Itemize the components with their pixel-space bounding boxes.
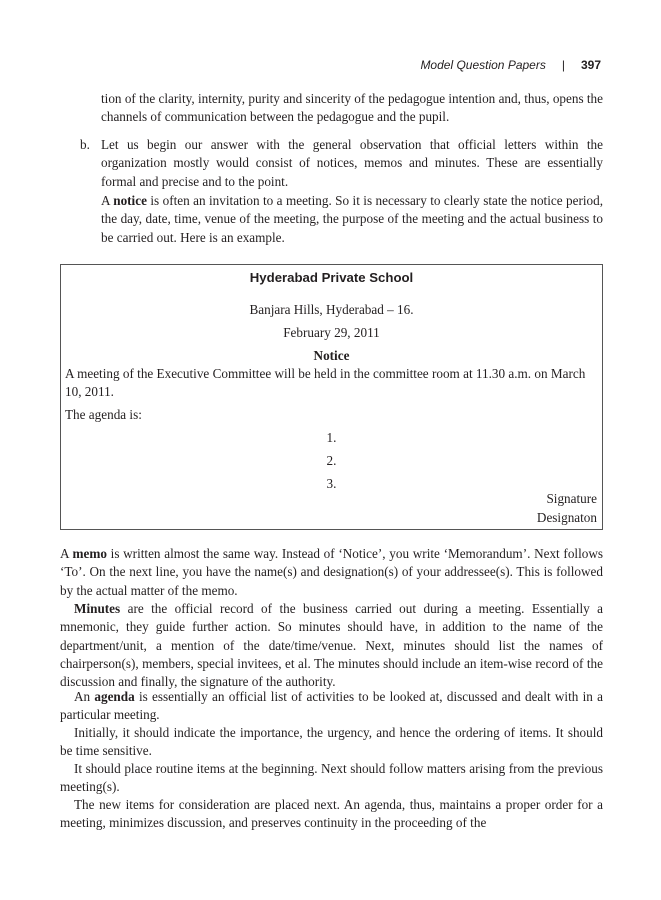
page-number: 397	[580, 58, 601, 72]
school-address: Banjara Hills, Hyderabad – 16.	[249, 302, 414, 317]
routine-paragraph: It should place routine items at the beginning. Next should follow matters arising from the previous meeting(s).	[60, 761, 603, 795]
section-b-intro: Let us begin our answer with the general observation that official letters within the organization mostly would consist of notices, memos and minutes. These are essentially formal and precise and to the point.	[101, 137, 603, 189]
notice-date: February 29, 2011	[283, 325, 380, 340]
signature-label: Signature	[546, 491, 597, 506]
notice-body: A meeting of the Executive Committee will be held in the committee room at 11.30 a.m. on March 10, 2011.	[65, 366, 586, 399]
notice-heading: Notice	[313, 348, 350, 363]
notice-example-box	[60, 264, 603, 530]
minutes-paragraph: Minutes are the official record of the business carried out during a meeting. Essentially a mnemonic, they guide further action. So minutes should have, in addition to the name of the department/unit, a mention of the date/time/venue. Next, minutes should list the names of chairperson(s), members, special invitees, et al. The minutes should include an item-wise record of the discussion and finally, the signature of the authority.	[60, 601, 603, 690]
agenda-intro: The agenda is:	[65, 407, 142, 422]
school-name: Hyderabad Private School	[249, 270, 414, 285]
agenda-term: agenda	[94, 689, 135, 704]
agenda-paragraph: An agenda is essentially an official list of activities to be looked at, discussed and dealt with in a particular meeting.	[60, 689, 603, 723]
agenda-item: 3.	[326, 476, 337, 491]
memo-term: memo	[72, 546, 107, 561]
agenda-item: 1.	[326, 430, 337, 445]
notice-paragraph: A notice is often an invitation to a meeting. So it is necessary to clearly state the notice period, the day, date, time, venue of the meeting, the purpose of the meeting and the actual business to be carried out. Here is an example.	[101, 193, 603, 245]
new-items-paragraph: The new items for consideration are placed next. An agenda, thus, maintains a proper order for a meeting, minimizes discussion, and preserves continuity in the proceeding of the	[60, 797, 603, 831]
notice-term: notice	[113, 193, 147, 208]
section-b-label: b.	[80, 137, 90, 152]
running-title: Model Question Papers	[420, 58, 546, 72]
initially-paragraph: Initially, it should indicate the importance, the urgency, and hence the ordering of items. It should be time sensitive.	[60, 725, 603, 759]
header-separator: |	[561, 58, 565, 72]
page-header	[420, 58, 601, 72]
minutes-term: Minutes	[74, 601, 121, 616]
memo-paragraph: A memo is written almost the same way. Instead of ‘Notice’, you write ‘Memorandum’. Next follows ‘To’. On the next line, you have the name(s) and designation(s) of your addressee(s). This is followed by the actual matter of the memo.	[60, 546, 603, 598]
designation-label: Designaton	[536, 510, 597, 525]
agenda-item: 2.	[326, 453, 337, 468]
paragraph-continuation: tion of the clarity, internity, purity and sincerity of the pedagogue intention and, thus, opens the channels of communication between the pedagogue and the pupil.	[101, 91, 603, 125]
